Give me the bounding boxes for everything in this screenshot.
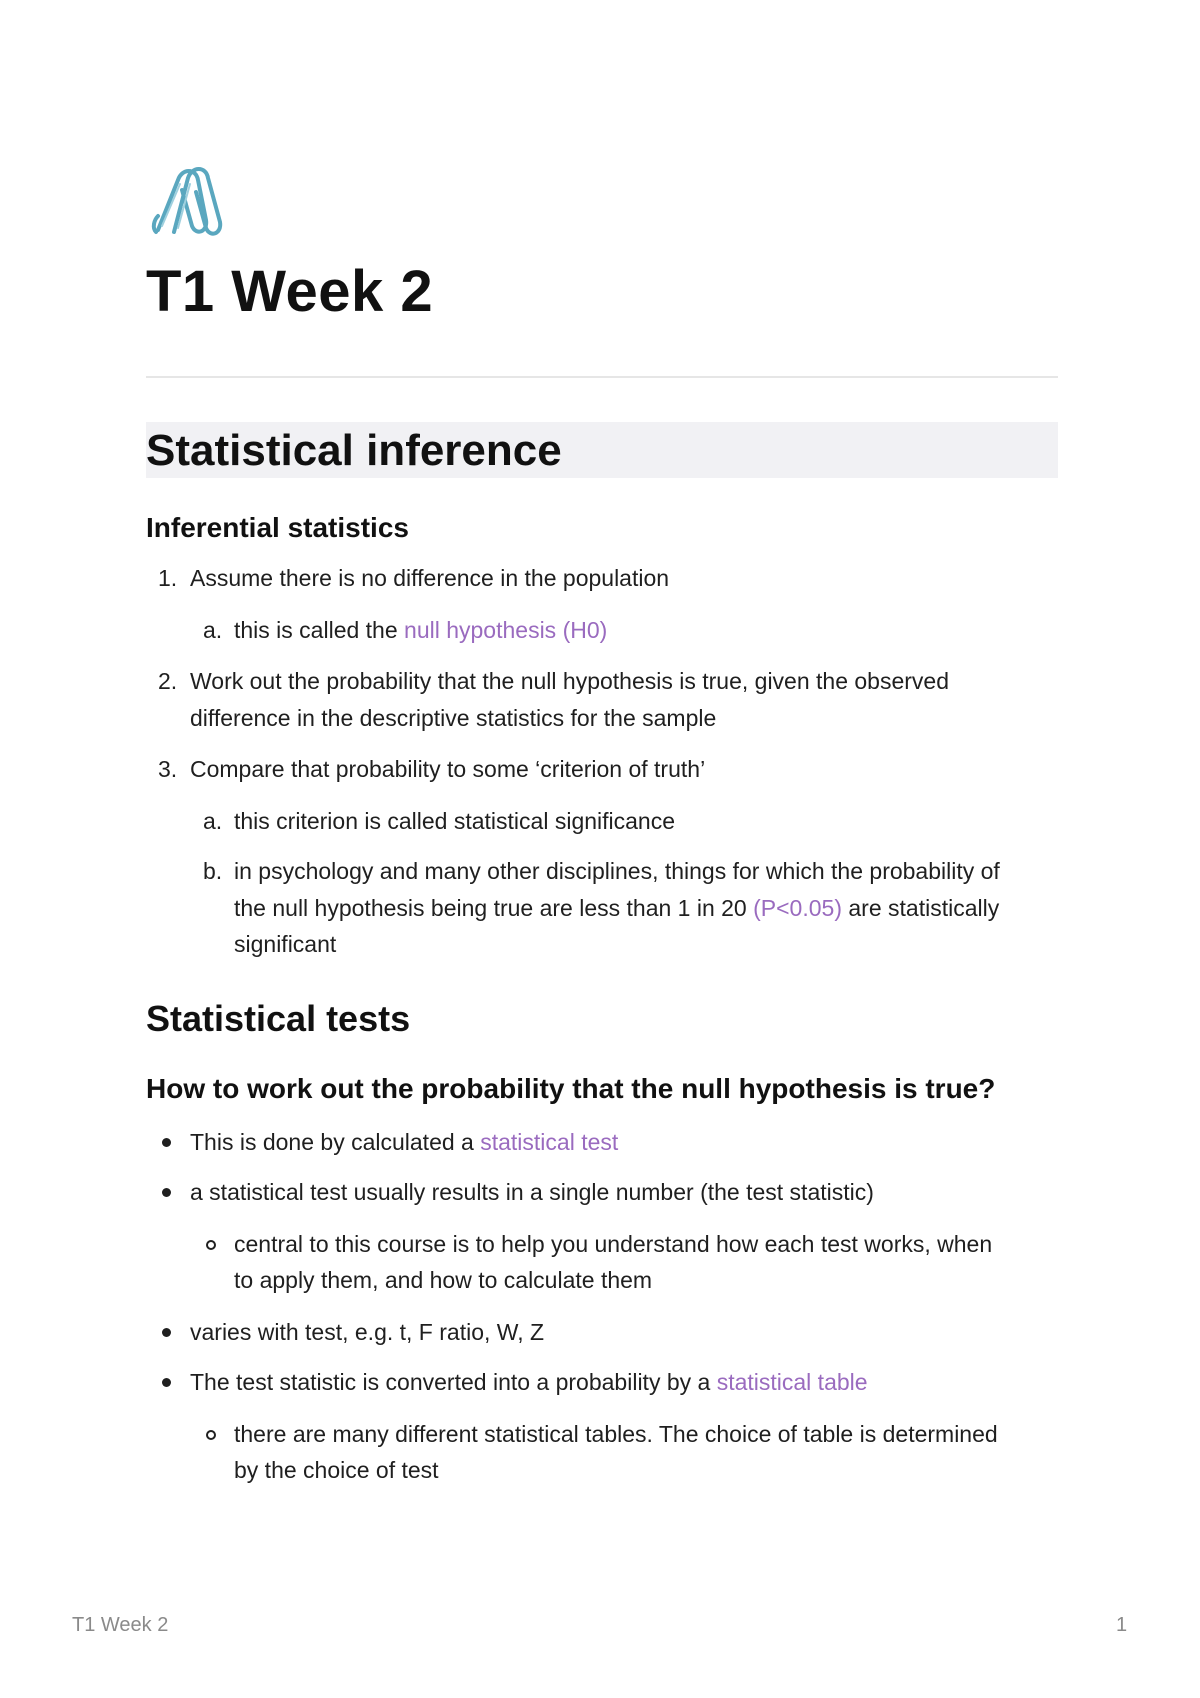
list-item: a statistical test usually results in a single number (the test statistic) — [190, 1179, 874, 1205]
list-item-text: the null hypothesis being true are less than 1 in 20 — [234, 895, 754, 921]
list-item-line: Work out the probability that the null hypothesis is true, given the observed — [190, 668, 950, 694]
section-heading-tests: Statistical tests — [146, 998, 411, 1039]
list-item: this criterion is called statistical significance — [234, 808, 676, 834]
list-item — [190, 1364, 868, 1400]
statistical-test-link[interactable]: statistical test — [480, 1129, 619, 1155]
page-number: 1 — [1116, 1614, 1128, 1636]
list-item: Compare that probability to some ‘criterion of truth’ — [190, 756, 706, 782]
list-item-line — [234, 890, 999, 926]
paperclip-icon — [148, 160, 236, 240]
list-item-line: central to this course is to help you understand how each test works, when — [234, 1231, 993, 1257]
list-marker: a. — [203, 617, 223, 643]
statistical-table-link[interactable]: statistical table — [716, 1369, 868, 1395]
list-item-text: The test statistic is converted into a probability by a — [190, 1369, 717, 1395]
p-value-link[interactable]: (P<0.05) — [753, 895, 842, 921]
bullet-circle — [206, 1430, 216, 1440]
list-marker: b. — [203, 858, 223, 884]
bullet-circle — [206, 1240, 216, 1250]
footer-title: T1 Week 2 — [72, 1614, 169, 1636]
list-marker: a. — [203, 808, 223, 834]
subheading-inferential: Inferential statistics — [146, 512, 409, 543]
list-marker: 2. — [158, 668, 178, 694]
list-item-line: difference in the descriptive statistics for the sample — [190, 705, 717, 731]
list-item-line: there are many different statistical tables. The choice of table is determined — [234, 1421, 998, 1447]
list-item-line: in psychology and many other disciplines, things for which the probability of — [234, 858, 1000, 884]
list-marker: 3. — [158, 756, 178, 782]
list-item-text: This is done by calculated a — [190, 1129, 481, 1155]
subheading-how-to: How to work out the probability that the null hypothesis is true? — [146, 1073, 996, 1104]
section-heading-block — [146, 422, 1058, 478]
list-item: varies with test, e.g. t, F ratio, W, Z — [190, 1319, 545, 1345]
bullet-dot — [162, 1138, 171, 1147]
list-item — [234, 612, 607, 648]
list-marker: 1. — [158, 565, 178, 591]
list-item — [190, 1124, 618, 1160]
title-divider — [146, 376, 1058, 378]
bullet-dot — [162, 1378, 171, 1387]
list-item-text: this is called the — [234, 617, 405, 643]
list-item: Assume there is no difference in the population — [190, 565, 670, 591]
list-item-line: by the choice of test — [234, 1457, 439, 1483]
list-item-text: are statistically — [841, 895, 1000, 921]
bullet-dot — [162, 1188, 171, 1197]
null-hypothesis-link[interactable]: null hypothesis (H0) — [404, 617, 608, 643]
list-item-line: significant — [234, 931, 337, 957]
bullet-dot — [162, 1328, 171, 1337]
section-heading: Statistical inference — [146, 426, 562, 475]
list-item-line: to apply them, and how to calculate them — [234, 1267, 653, 1293]
page-title: T1 Week 2 — [146, 259, 434, 324]
